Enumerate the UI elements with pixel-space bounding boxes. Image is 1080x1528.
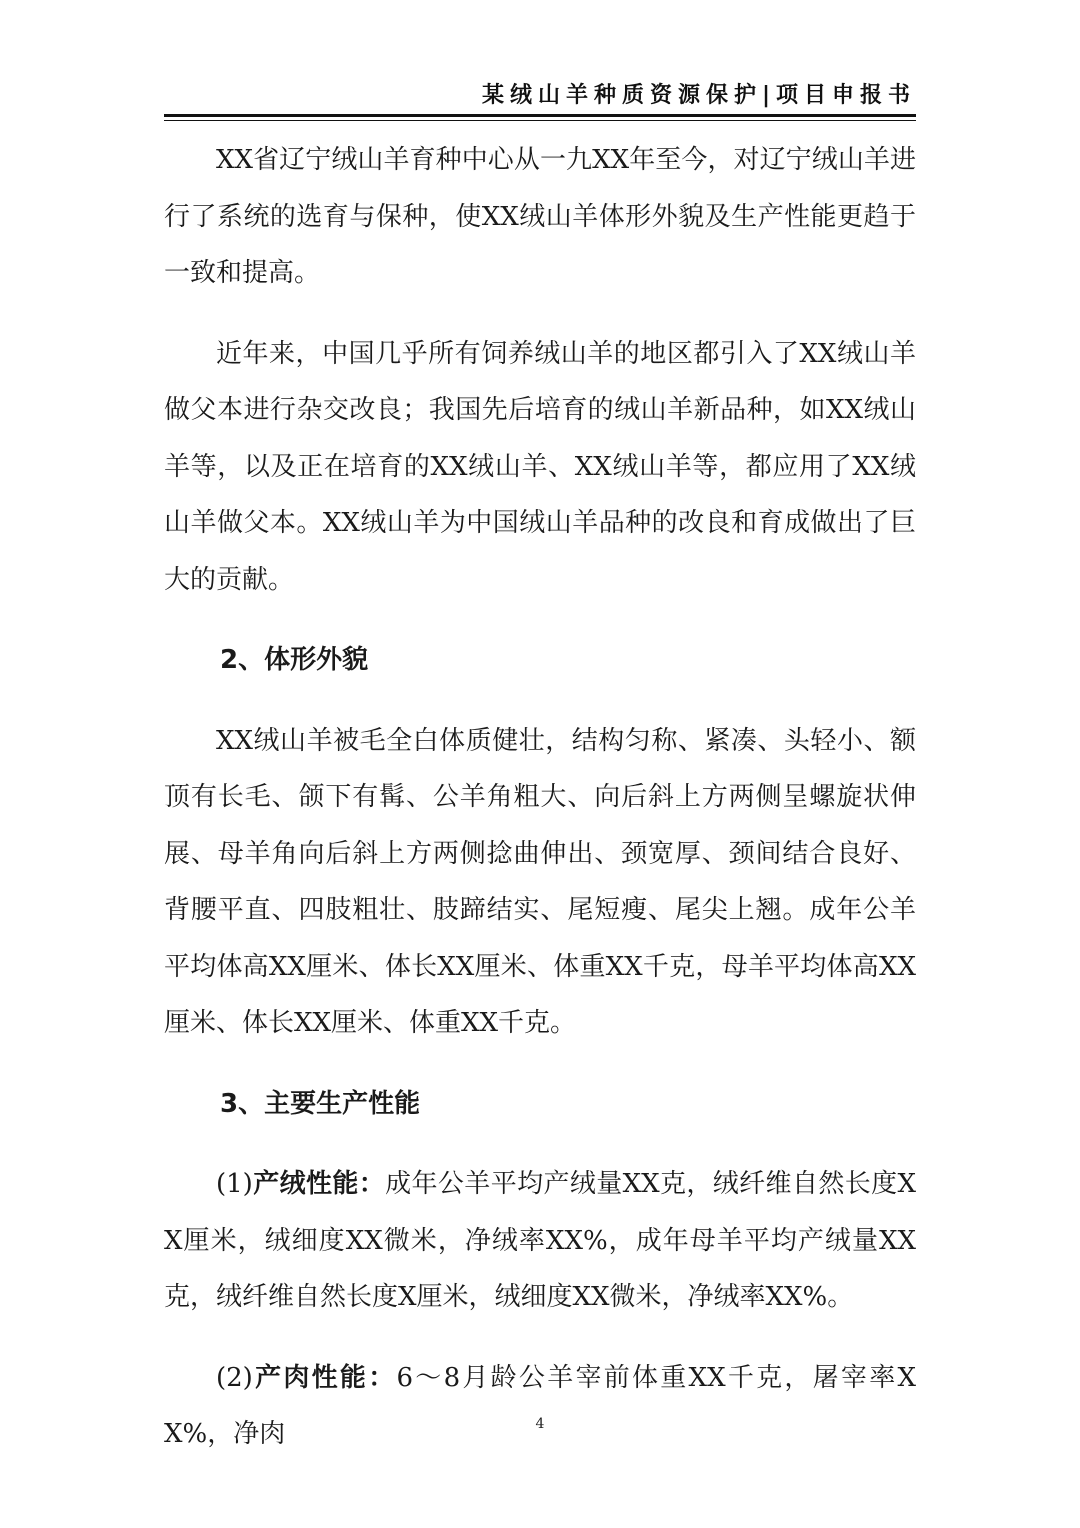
header-rule-thin <box>164 120 916 121</box>
section-heading-performance: 3、主要生产性能 <box>220 1088 421 1119</box>
paragraph-crossbreeding: 近年来，中国几乎所有饲养绒山羊的地区都引入了XX绒山羊做父本进行杂交改良；我国先后培育的绒山羊新品种，如XX绒山羊等，以及正在培育的XX绒山羊、XX绒山羊等，都应用了XX绒山羊做父本。XX绒山羊为中国绒山羊品种的改良和育成做出了巨大的贡献。 <box>164 338 916 595</box>
paragraph-cashmere-performance <box>164 1156 916 1326</box>
page-number: 4 <box>535 1416 545 1432</box>
item-prefix: (1) <box>216 1169 253 1199</box>
item-prefix: (2) <box>216 1362 253 1393</box>
document-body <box>164 132 916 1463</box>
paragraph-appearance: XX绒山羊被毛全白体质健壮，结构匀称、紧凑、头轻小、额顶有长毛、颌下有髯、公羊角粗大、向后斜上方两侧呈螺旋状伸展、母羊角向后斜上方两侧捻曲伸出、颈宽厚、颈间结合良好、背腰平直、四肢粗壮、肢蹄结实、尾短瘦、尾尖上翘。成年公羊平均体高XX厘米、体长XX厘米、体重XX千克，母羊平均体高XX厘米、体长XX厘米、体重XX千克。 <box>164 725 916 1038</box>
page-header-title: 某绒山羊种质资源保护|项目申报书 <box>481 83 916 108</box>
section-heading-appearance: 2、体形外貌 <box>220 645 369 675</box>
item-text-cashmere: 成年公羊平均产绒量XX克，绒纤维自然长度XX厘米，绒细度XX微米，净绒率XX%，成年母羊平均产绒量XX克，绒纤维自然长度X厘米，绒细度XX微米，净绒率XX%。 <box>164 1169 916 1312</box>
header-rule-thick <box>164 114 916 117</box>
paragraph-breeding-center: XX省辽宁绒山羊育种中心从一九XX年至今，对辽宁绒山羊进行了系统的选育与保种，使XX绒山羊体形外貌及生产性能更趋于一致和提高。 <box>164 145 916 288</box>
item-label-meat: 产肉性能： <box>252 1362 397 1393</box>
item-text-meat: 6～8月龄公羊宰前体重XX千克，屠宰率XX%，净肉 <box>164 1362 916 1449</box>
item-label-cashmere: 产绒性能： <box>252 1169 386 1199</box>
paragraph-meat-performance <box>164 1350 916 1463</box>
